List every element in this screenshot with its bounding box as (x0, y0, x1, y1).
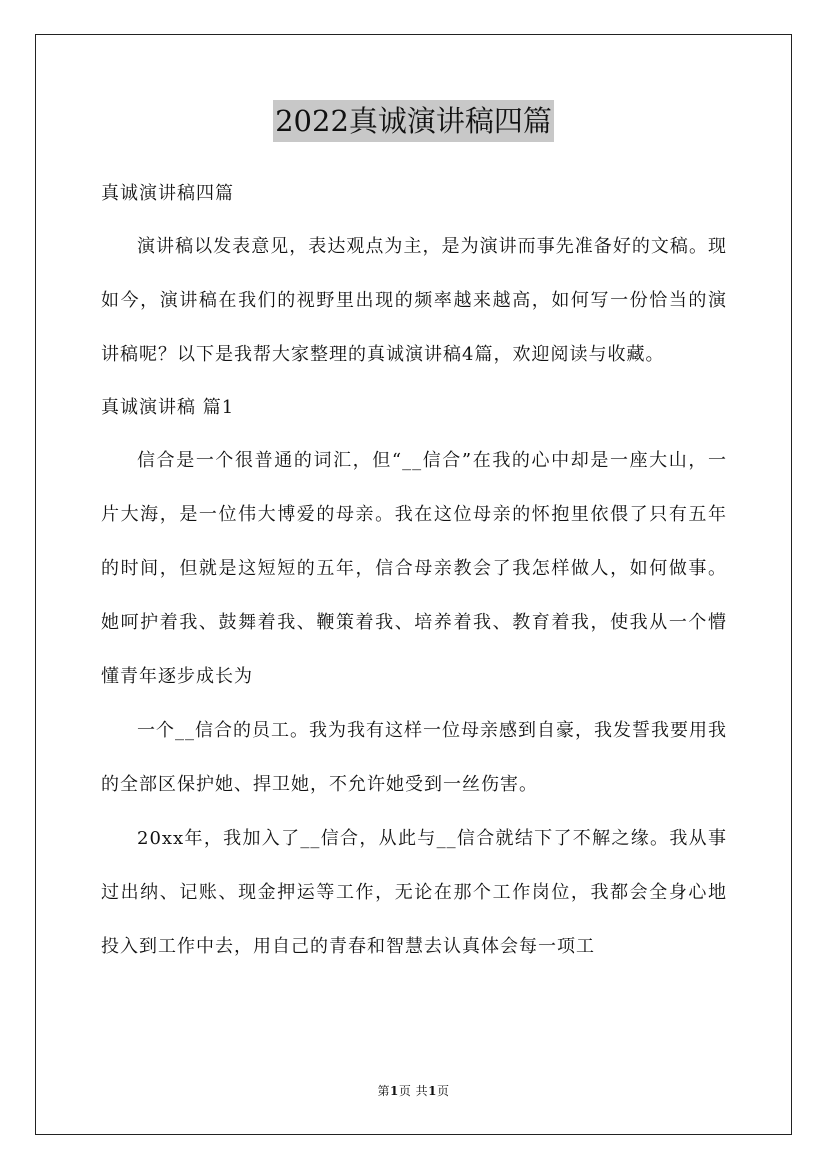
body-paragraph: 信合是一个很普通的词汇，但“__信合”在我的心中却是一座大山，一片大海，是一位伟大博爱的母亲。我在这位母亲的怀抱里依偎了只有五年的时间，但就是这短短的五年，信合母亲教会了我怎样做人，如何做事。她呵护着我、鼓舞着我、鞭策着我、培养着我、教育着我，使我从一个懵懂青年逐步成长为 (101, 450, 727, 687)
page-footer (0, 1082, 827, 1099)
section-heading: 真诚演讲稿 篇1 (101, 397, 235, 418)
footer-page-prefix: 第 (377, 1084, 390, 1098)
footer-page-current: 1 (389, 1084, 399, 1098)
document-subtitle: 真诚演讲稿四篇 (101, 183, 234, 204)
footer-page-mid: 页 共 (398, 1084, 429, 1098)
intro-paragraph: 演讲稿以发表意见，表达观点为主，是为演讲而事先准备好的文稿。现如今，演讲稿在我们的视野里出现的频率越来越高，如何写一份恰当的演讲稿呢？以下是我帮大家整理的真诚演讲稿4篇，欢迎阅读与收藏。 (101, 236, 727, 365)
title-wrap (0, 100, 827, 142)
footer-page-total: 1 (428, 1084, 438, 1098)
document-body (101, 168, 727, 974)
footer-page-suffix: 页 (437, 1084, 450, 1098)
body-paragraph: 一个__信合的员工。我为我有这样一位母亲感到自豪，我发誓我要用我的全部区保护她、捍卫她，不允许她受到一丝伤害。 (101, 720, 727, 795)
document-title: 2022真诚演讲稿四篇 (273, 100, 554, 142)
body-paragraph: 20xx年，我加入了__信合，从此与__信合就结下了不解之缘。我从事过出纳、记账、现金押运等工作，无论在那个工作岗位，我都会全身心地投入到工作中去，用自己的青春和智慧去认真体会每一项工 (101, 828, 727, 957)
